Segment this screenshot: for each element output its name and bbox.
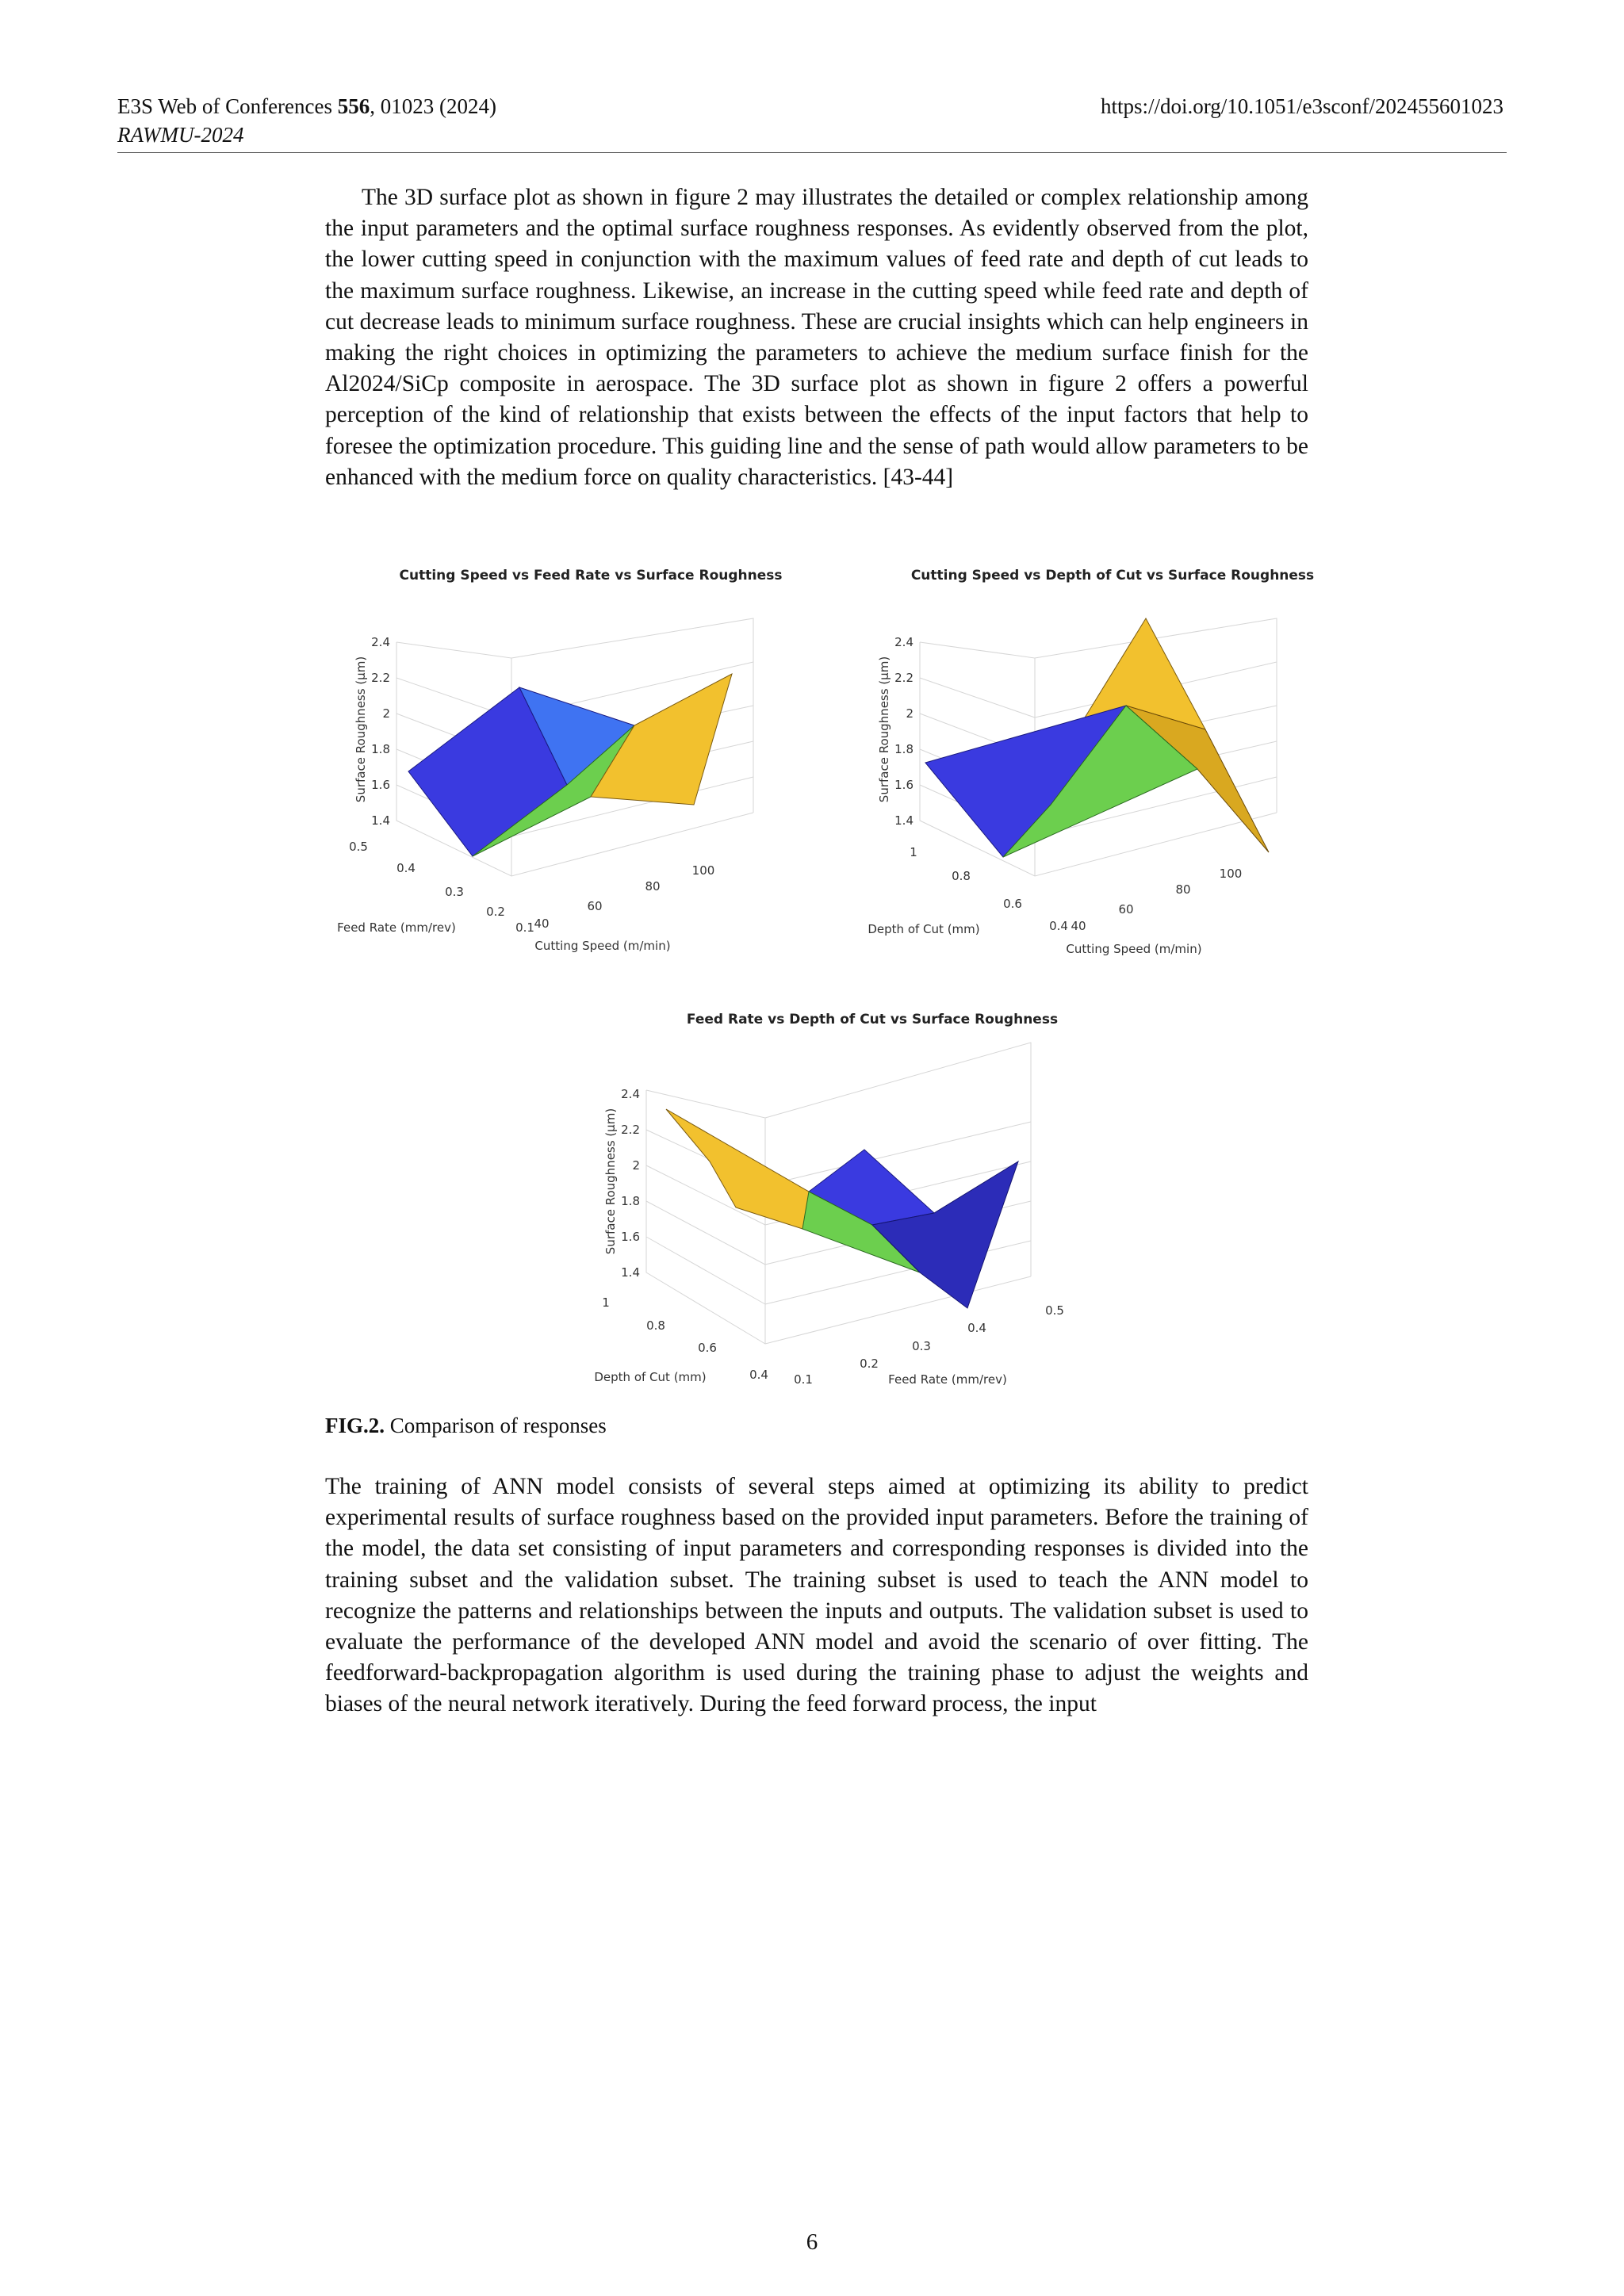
chart-2-y-label: Depth of Cut (mm) bbox=[868, 922, 980, 936]
figure-label: FIG.2. bbox=[325, 1414, 385, 1437]
chart-speed-feed-roughness bbox=[337, 568, 782, 953]
chart-2-y-tick: 0.6 bbox=[1003, 897, 1022, 911]
chart-feed-depth-roughness bbox=[594, 1012, 1064, 1387]
chart-speed-depth-roughness bbox=[868, 568, 1314, 956]
chart-1-x-tick: 100 bbox=[691, 863, 715, 878]
chart-1-z-tick: 1.8 bbox=[371, 742, 390, 756]
chart-3-z-ticks bbox=[621, 1087, 640, 1280]
chart-1-x-ticks bbox=[534, 863, 714, 931]
page-number: 6 bbox=[806, 2229, 818, 2255]
chart-3-z-tick: 1.4 bbox=[621, 1265, 640, 1280]
chart-2-x-tick: 80 bbox=[1175, 882, 1191, 897]
chart-2-x-tick: 100 bbox=[1219, 867, 1243, 881]
doi-link[interactable]: https://doi.org/10.1051/e3sconf/202455601023 bbox=[1101, 94, 1503, 118]
chart-1-title: Cutting Speed vs Feed Rate vs Surface Roughness bbox=[399, 568, 783, 584]
chart-1-x-tick: 60 bbox=[587, 899, 603, 913]
chart-1-z-tick: 2.4 bbox=[371, 635, 390, 649]
chart-2-z-tick: 1.4 bbox=[894, 813, 914, 828]
chart-3-x-tick: 0.5 bbox=[1045, 1303, 1064, 1318]
chart-2-title: Cutting Speed vs Depth of Cut vs Surface Roughness bbox=[910, 568, 1315, 584]
chart-1-z-ticks bbox=[371, 635, 390, 828]
chart-1-x-label: Cutting Speed (m/min) bbox=[534, 939, 671, 953]
journal-citation: E3S Web of Conferences 556, 01023 (2024) bbox=[117, 94, 496, 118]
figure-2 bbox=[317, 559, 1348, 1411]
chart-3-y-tick: 0.6 bbox=[698, 1341, 717, 1355]
chart-2-x-ticks bbox=[1071, 867, 1242, 933]
chart-2-z-label: Surface Roughness (μm) bbox=[877, 656, 891, 803]
chart-3-y-tick: 1 bbox=[602, 1295, 610, 1310]
chart-3-x-tick: 0.4 bbox=[967, 1321, 986, 1335]
chart-3-y-label: Depth of Cut (mm) bbox=[594, 1370, 707, 1384]
chart-3-y-tick: 0.4 bbox=[749, 1368, 768, 1382]
chart-1-z-label: Surface Roughness (μm) bbox=[354, 656, 368, 803]
chart-3-facet-yellow bbox=[666, 1109, 818, 1229]
chart-2-z-tick: 2.4 bbox=[894, 635, 914, 649]
chart-3-z-tick: 2 bbox=[632, 1158, 640, 1173]
chart-2-y-tick: 1 bbox=[910, 845, 917, 859]
chart-3-y-ticks bbox=[602, 1295, 768, 1382]
chart-2-z-ticks bbox=[894, 635, 914, 828]
chart-1-z-tick: 1.6 bbox=[371, 778, 390, 792]
chart-3-x-tick: 0.3 bbox=[912, 1339, 931, 1353]
body-paragraph-1: The 3D surface plot as shown in figure 2 may illustrates the detailed or complex relationship among the input parameters and the optimal surface roughness responses. As evidently observed from the plot, the lower cutting speed in conjunction with the maximum values of feed rate and depth of cut leads to the maximum surface roughness. Likewise, an increase in the cutting speed while feed rate and depth of cut decrease leads to minimum surface roughness. These are crucial insights which can help engineers in making the right choices in optimizing the parameters to achieve the medium surface finish for the Al2024/SiCp composite in aerospace. The 3D surface plot as shown in figure 2 offers a powerful perception of the kind of relationship that exists between the effects of the input factors that help to foresee the optimization procedure. This guiding line and the sense of path would allow parameters to be enhanced with the medium force on quality characteristics. [43-44] bbox=[325, 185, 1308, 490]
chart-3-z-tick: 2.2 bbox=[621, 1123, 640, 1137]
chart-2-x-tick: 60 bbox=[1118, 902, 1134, 916]
chart-2-y-tick: 0.4 bbox=[1049, 919, 1068, 933]
chart-2-x-tick: 40 bbox=[1071, 919, 1086, 933]
running-header-left bbox=[117, 92, 496, 149]
chart-3-x-tick: 0.2 bbox=[860, 1357, 879, 1371]
chart-1-z-tick: 2.2 bbox=[371, 671, 390, 685]
figure-caption bbox=[325, 1411, 607, 1440]
chart-3-z-label: Surface Roughness (μm) bbox=[603, 1108, 618, 1255]
chart-1-z-tick: 2 bbox=[382, 706, 390, 721]
chart-2-y-tick: 0.8 bbox=[952, 869, 971, 883]
chart-3-title: Feed Rate vs Depth of Cut vs Surface Roughness bbox=[686, 1012, 1059, 1027]
chart-1-z-tick: 1.4 bbox=[371, 813, 390, 828]
chart-1-x-tick: 80 bbox=[645, 879, 661, 894]
conference-name: RAWMU-2024 bbox=[117, 123, 244, 147]
chart-2-x-label: Cutting Speed (m/min) bbox=[1066, 942, 1202, 956]
chart-2-z-tick: 2.2 bbox=[894, 671, 914, 685]
figure-caption-text: Comparison of responses bbox=[385, 1414, 607, 1437]
chart-2-y-ticks bbox=[910, 845, 1068, 933]
chart-1-y-tick: 0.1 bbox=[515, 920, 534, 935]
chart-1-y-tick: 0.3 bbox=[445, 885, 464, 899]
chart-1-x-tick: 40 bbox=[534, 916, 550, 931]
chart-1-y-tick: 0.4 bbox=[396, 861, 416, 875]
chart-2-z-tick: 1.6 bbox=[894, 778, 914, 792]
chart-3-y-tick: 0.8 bbox=[646, 1318, 665, 1333]
chart-1-y-label: Feed Rate (mm/rev) bbox=[337, 920, 456, 935]
chart-3-z-tick: 1.8 bbox=[621, 1194, 640, 1208]
header-divider bbox=[117, 152, 1507, 153]
chart-2-z-tick: 1.8 bbox=[894, 742, 914, 756]
chart-3-z-tick: 1.6 bbox=[621, 1230, 640, 1244]
chart-1-y-tick: 0.2 bbox=[486, 905, 505, 919]
chart-3-z-tick: 2.4 bbox=[621, 1087, 640, 1101]
chart-1-y-tick: 0.5 bbox=[349, 840, 368, 854]
chart-3-x-label: Feed Rate (mm/rev) bbox=[888, 1372, 1007, 1387]
chart-3-x-tick: 0.1 bbox=[794, 1372, 813, 1387]
body-paragraph-2: The training of ANN model consists of several steps aimed at optimizing its ability to predict experimental results of surface roughness based on the provided input parameters. Before the training of the model, the data set consisting of input parameters and corresponding responses is divided into the training subset and the validation subset. The training subset is used to teach the ANN model to recognize the patterns and relationships between the inputs and outputs. The validation subset is used to evaluate the performance of the developed ANN model and avoid the scenario of over fitting. The feedforward-backpropagation algorithm is used during the training phase to adjust the weights and biases of the neural network iteratively. During the feed forward process, the input bbox=[325, 1474, 1308, 1717]
chart-2-z-tick: 2 bbox=[906, 706, 914, 721]
